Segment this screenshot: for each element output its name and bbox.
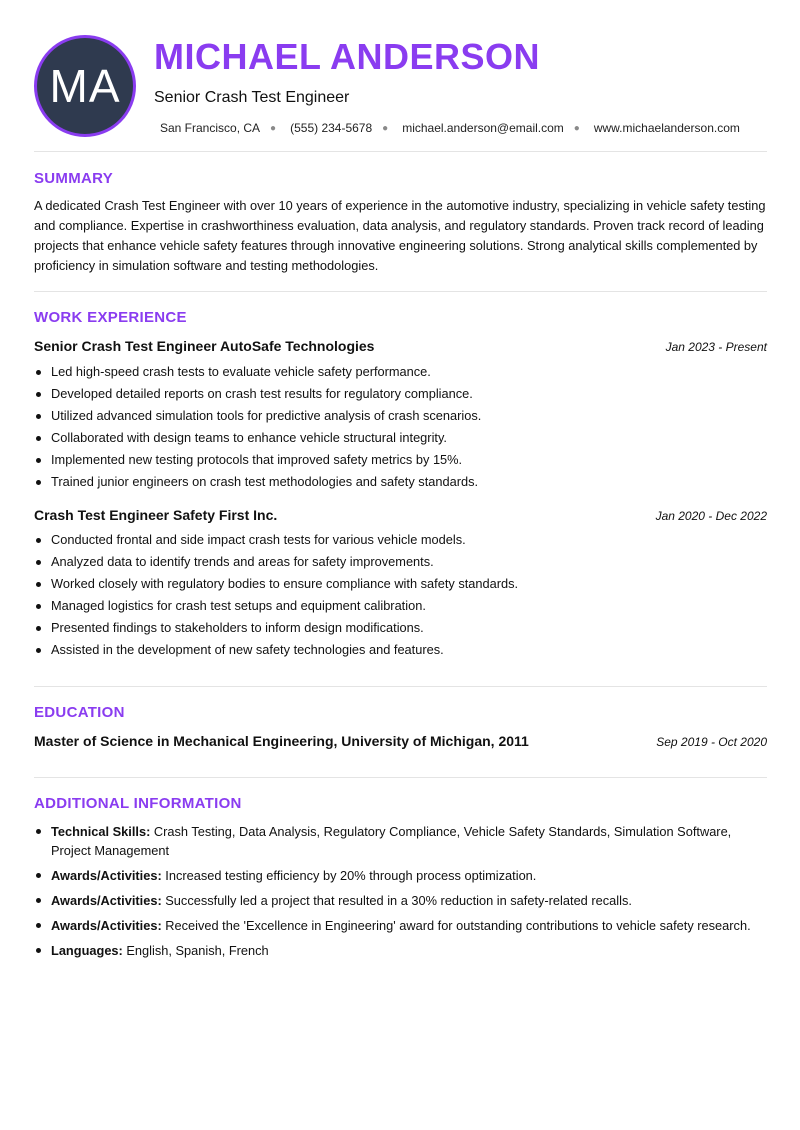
list-item	[34, 822, 767, 860]
item-text: English, Spanish, French	[122, 943, 269, 958]
contact-website[interactable]: www.michaelanderson.com	[593, 121, 740, 135]
experience-heading: WORK EXPERIENCE	[34, 309, 187, 326]
list-item: Managed logistics for crash test setups and equipment calibration.	[34, 595, 767, 617]
item-text: Successfully led a project that resulted in a 30% reduction in safety-related recalls.	[161, 893, 632, 908]
additional-heading: ADDITIONAL INFORMATION	[34, 795, 242, 812]
divider	[34, 686, 767, 687]
education-dates: Sep 2019 - Oct 2020	[656, 735, 767, 749]
list-item: Assisted in the development of new safety technologies and features.	[34, 639, 767, 661]
item-label: Technical Skills:	[51, 824, 151, 839]
job-bullets	[34, 529, 767, 661]
list-item: Led high-speed crash tests to evaluate vehicle safety performance.	[34, 361, 767, 383]
item-label: Awards/Activities:	[51, 868, 162, 883]
list-item	[34, 916, 767, 935]
job-role: Senior Crash Test Engineer AutoSafe Technologies	[34, 338, 375, 354]
degree: Master of Science in Mechanical Engineering, University of Michigan, 2011	[34, 733, 529, 749]
job-role: Crash Test Engineer Safety First Inc.	[34, 507, 278, 523]
contact-location: San Francisco, CA	[160, 121, 261, 135]
divider	[34, 777, 767, 778]
list-item: Analyzed data to identify trends and areas for safety improvements.	[34, 551, 767, 573]
list-item	[34, 941, 767, 960]
list-item: Conducted frontal and side impact crash tests for various vehicle models.	[34, 529, 767, 551]
summary-heading: SUMMARY	[34, 170, 114, 187]
job-header	[34, 338, 767, 354]
list-item: Collaborated with design teams to enhance vehicle structural integrity.	[34, 427, 767, 449]
contact-bar	[160, 121, 740, 135]
education-entry	[34, 733, 767, 749]
additional-list	[34, 822, 767, 966]
item-label: Languages:	[51, 943, 123, 958]
job-dates: Jan 2023 - Present	[665, 340, 767, 354]
candidate-name: MICHAEL ANDERSON	[154, 36, 541, 77]
job-title: Senior Crash Test Engineer	[154, 89, 350, 106]
contact-phone: (555) 234-5678	[290, 121, 373, 135]
item-label: Awards/Activities:	[51, 918, 162, 933]
avatar	[34, 35, 136, 137]
job-header	[34, 507, 767, 523]
list-item: Developed detailed reports on crash test results for regulatory compliance.	[34, 383, 767, 405]
contact-email[interactable]: michael.anderson@email.com	[402, 121, 564, 135]
list-item	[34, 866, 767, 885]
item-text: Increased testing efficiency by 20% through process optimization.	[161, 868, 537, 883]
list-item: Presented findings to stakeholders to inform design modifications.	[34, 617, 767, 639]
list-item: Worked closely with regulatory bodies to ensure compliance with safety standards.	[34, 573, 767, 595]
list-item	[34, 891, 767, 910]
separator-dot-icon: ●	[382, 122, 389, 134]
separator-dot-icon: ●	[573, 122, 580, 134]
item-text: Crash Testing, Data Analysis, Regulatory Compliance, Vehicle Safety Standards, Simulation Software, Project Management	[51, 824, 732, 858]
item-label: Awards/Activities:	[51, 893, 162, 908]
list-item: Implemented new testing protocols that improved safety metrics by 15%.	[34, 449, 767, 471]
divider	[34, 291, 767, 292]
list-item: Utilized advanced simulation tools for predictive analysis of crash scenarios.	[34, 405, 767, 427]
divider	[34, 151, 767, 152]
list-item: Trained junior engineers on crash test methodologies and safety standards.	[34, 471, 767, 493]
job-bullets	[34, 361, 767, 493]
avatar-initials: MA	[49, 60, 121, 112]
summary-text: A dedicated Crash Test Engineer with over 10 years of experience in the automotive industry, specializing in vehicle safety testing and compliance. Expertise in crashworthiness evaluation, data analysis, and regulatory standards. Proven track record of leading projects that enhance vehicle safety features through innovative engineering solutions. Strong analytical skills complemented by proficiency in simulation software and testing methodologies.	[34, 198, 766, 273]
item-text: Received the 'Excellence in Engineering' award for outstanding contributions to vehicle safety research.	[161, 918, 751, 933]
separator-dot-icon: ●	[270, 122, 277, 134]
education-heading: EDUCATION	[34, 704, 125, 721]
job-dates: Jan 2020 - Dec 2022	[655, 509, 767, 523]
